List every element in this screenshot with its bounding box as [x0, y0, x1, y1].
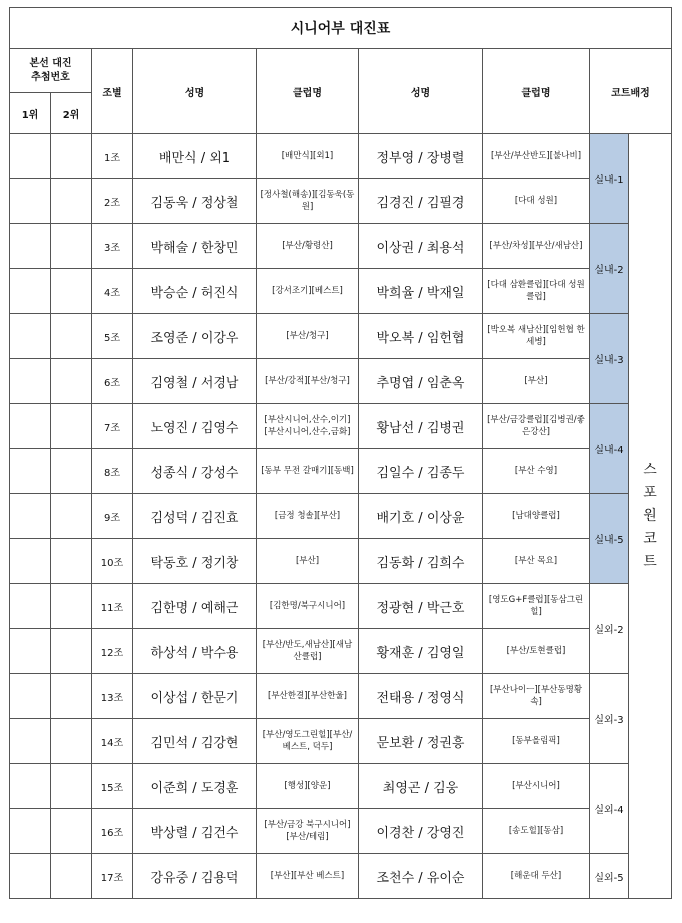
rank-1-cell	[10, 539, 51, 584]
table-row	[10, 449, 672, 494]
group-label: 14조	[92, 719, 133, 764]
player-pair-1: 조영준 / 이강우	[133, 314, 257, 359]
club-name-1: [부산][부산 베스트]	[257, 854, 359, 899]
bracket-table	[9, 7, 672, 899]
player-pair-1: 탁동호 / 정기창	[133, 539, 257, 584]
rank-1-cell	[10, 629, 51, 674]
venue-char: 스	[643, 461, 657, 478]
rank-1-cell	[10, 719, 51, 764]
rank-2-cell	[51, 764, 92, 809]
player-pair-2: 황재훈 / 김영일	[359, 629, 483, 674]
rank-2-cell	[51, 854, 92, 899]
rank-1-cell	[10, 809, 51, 854]
page-title: 시니어부 대진표	[10, 8, 672, 49]
rank-2-cell	[51, 674, 92, 719]
club-name-1: [부산]	[257, 539, 359, 584]
rank-1-cell	[10, 224, 51, 269]
court-assignment: 실내-1	[590, 134, 629, 224]
player-pair-1: 강유중 / 김용덕	[133, 854, 257, 899]
rank-1-cell	[10, 314, 51, 359]
court-assignment: 실외-2	[590, 584, 629, 674]
rank-1-cell	[10, 404, 51, 449]
player-pair-2: 정부영 / 장병렬	[359, 134, 483, 179]
venue-char: 원	[643, 507, 657, 524]
club-name-2: [부산/금강클럽][김병권/좋은강산]	[483, 404, 590, 449]
header-name-1: 성명	[133, 49, 257, 134]
club-name-2: [다대 성원]	[483, 179, 590, 224]
group-label: 12조	[92, 629, 133, 674]
player-pair-2: 배기호 / 이상윤	[359, 494, 483, 539]
rank-2-cell	[51, 584, 92, 629]
club-name-2: [부산 목요]	[483, 539, 590, 584]
club-name-1: [정사철(해송)][김동욱(동원]	[257, 179, 359, 224]
court-assignment: 실외-4	[590, 764, 629, 854]
table-row	[10, 629, 672, 674]
club-name-1: [배만식][외1]	[257, 134, 359, 179]
player-pair-1: 성종식 / 강성수	[133, 449, 257, 494]
club-name-1: [부산한결][부산한울]	[257, 674, 359, 719]
group-label: 1조	[92, 134, 133, 179]
player-pair-1: 김민석 / 김강현	[133, 719, 257, 764]
club-name-1: [부산/황령산]	[257, 224, 359, 269]
rank-2-cell	[51, 179, 92, 224]
group-label: 15조	[92, 764, 133, 809]
venue-char: 코	[643, 530, 657, 547]
club-name-1: [강서조기][베스트]	[257, 269, 359, 314]
player-pair-2: 정광현 / 박근호	[359, 584, 483, 629]
rank-2-cell	[51, 359, 92, 404]
venue-label	[629, 134, 672, 899]
rank-2-cell	[51, 404, 92, 449]
rank-2-cell	[51, 269, 92, 314]
group-label: 5조	[92, 314, 133, 359]
player-pair-1: 김영철 / 서경남	[133, 359, 257, 404]
club-name-1: [부산시니어,산수,이기][부산시니어,산수,금화]	[257, 404, 359, 449]
player-pair-1: 박승순 / 허진식	[133, 269, 257, 314]
player-pair-2: 최영곤 / 김웅	[359, 764, 483, 809]
player-pair-1: 김성덕 / 김진효	[133, 494, 257, 539]
player-pair-1: 배만식 / 외1	[133, 134, 257, 179]
header-draw-number: 본선 대진 추첨번호	[10, 49, 92, 93]
club-name-2: [남대양클럽]	[483, 494, 590, 539]
club-name-2: [부산나이ㅡ][부산동명황속]	[483, 674, 590, 719]
rank-1-cell	[10, 449, 51, 494]
table-row	[10, 314, 672, 359]
venue-char: 포	[643, 484, 657, 501]
group-label: 10조	[92, 539, 133, 584]
player-pair-1: 박해술 / 한창민	[133, 224, 257, 269]
player-pair-2: 김경진 / 김필경	[359, 179, 483, 224]
header-club-1: 클럽명	[257, 49, 359, 134]
table-row	[10, 584, 672, 629]
table-row	[10, 539, 672, 584]
court-assignment: 실내-2	[590, 224, 629, 314]
header-group: 조별	[92, 49, 133, 134]
club-name-1: [행성][양운]	[257, 764, 359, 809]
rank-2-cell	[51, 719, 92, 764]
player-pair-2: 박오복 / 임헌협	[359, 314, 483, 359]
club-name-1: [부산/반도,새남산][새남산클럽]	[257, 629, 359, 674]
group-label: 7조	[92, 404, 133, 449]
court-assignment: 실내-5	[590, 494, 629, 584]
club-name-1: [부산/영도그린힐][부산/베스트, 덕두]	[257, 719, 359, 764]
player-pair-2: 전태용 / 정영식	[359, 674, 483, 719]
rank-1-cell	[10, 179, 51, 224]
club-name-2: [부산/토현클럽]	[483, 629, 590, 674]
header-name-2: 성명	[359, 49, 483, 134]
rank-2-cell	[51, 314, 92, 359]
rank-1-cell	[10, 494, 51, 539]
group-label: 4조	[92, 269, 133, 314]
rank-1-cell	[10, 764, 51, 809]
player-pair-2: 이경찬 / 강영진	[359, 809, 483, 854]
group-label: 16조	[92, 809, 133, 854]
group-label: 9조	[92, 494, 133, 539]
table-row	[10, 674, 672, 719]
player-pair-1: 노영진 / 김영수	[133, 404, 257, 449]
table-row	[10, 134, 672, 179]
rank-1-cell	[10, 674, 51, 719]
rank-2-cell	[51, 224, 92, 269]
header-club-2: 클럽명	[483, 49, 590, 134]
rank-2-cell	[51, 494, 92, 539]
club-name-2: [동부올림픽]	[483, 719, 590, 764]
club-name-1: [동부 무전 갈매기][동백]	[257, 449, 359, 494]
player-pair-1: 하상석 / 박수용	[133, 629, 257, 674]
table-row	[10, 764, 672, 809]
table-row	[10, 854, 672, 899]
player-pair-2: 문보환 / 정권흥	[359, 719, 483, 764]
player-pair-1: 박상렬 / 김건수	[133, 809, 257, 854]
club-name-2: [부산]	[483, 359, 590, 404]
venue-char: 트	[643, 553, 657, 570]
club-name-1: [부산/청구]	[257, 314, 359, 359]
table-row	[10, 359, 672, 404]
player-pair-2: 박희율 / 박재일	[359, 269, 483, 314]
club-name-2: [부산 수영]	[483, 449, 590, 494]
group-label: 13조	[92, 674, 133, 719]
player-pair-2: 황남선 / 김병권	[359, 404, 483, 449]
court-assignment: 실내-4	[590, 404, 629, 494]
rank-1-cell	[10, 359, 51, 404]
player-pair-2: 이상권 / 최용석	[359, 224, 483, 269]
table-row	[10, 494, 672, 539]
club-name-2: [부산시니어]	[483, 764, 590, 809]
rank-1-cell	[10, 134, 51, 179]
rank-2-cell	[51, 134, 92, 179]
group-label: 6조	[92, 359, 133, 404]
club-name-2: [박오복 새남산][임헌협 한세병]	[483, 314, 590, 359]
player-pair-1: 김동욱 / 정상철	[133, 179, 257, 224]
player-pair-2: 김일수 / 김종두	[359, 449, 483, 494]
rank-2-cell	[51, 629, 92, 674]
rank-2-cell	[51, 539, 92, 584]
rank-1-cell	[10, 584, 51, 629]
club-name-1: [금정 청솔][부산]	[257, 494, 359, 539]
group-label: 2조	[92, 179, 133, 224]
table-row	[10, 404, 672, 449]
table-row	[10, 719, 672, 764]
rank-1-cell	[10, 854, 51, 899]
player-pair-1: 이상섭 / 한문기	[133, 674, 257, 719]
club-name-2: [해운대 두산]	[483, 854, 590, 899]
player-pair-2: 추명엽 / 임춘옥	[359, 359, 483, 404]
court-assignment: 실외-5	[590, 854, 629, 899]
club-name-2: [부산/차성][부산/새남산]	[483, 224, 590, 269]
rank-2-cell	[51, 449, 92, 494]
player-pair-2: 조천수 / 유이순	[359, 854, 483, 899]
player-pair-1: 김한명 / 예해근	[133, 584, 257, 629]
header-rank-2: 2위	[51, 93, 92, 134]
court-assignment: 실외-3	[590, 674, 629, 764]
club-name-1: [김한명/북구시니어]	[257, 584, 359, 629]
table-row	[10, 269, 672, 314]
group-label: 11조	[92, 584, 133, 629]
player-pair-2: 김동화 / 김희수	[359, 539, 483, 584]
table-row	[10, 809, 672, 854]
club-name-1: [부산/금강 북구시니어][부산/테림]	[257, 809, 359, 854]
header-court: 코트배정	[590, 49, 672, 134]
club-name-1: [부산/강적][부산/청구]	[257, 359, 359, 404]
club-name-2: [송도힐][동삼]	[483, 809, 590, 854]
header-rank-1: 1위	[10, 93, 51, 134]
player-pair-1: 이준희 / 도경훈	[133, 764, 257, 809]
group-label: 8조	[92, 449, 133, 494]
table-row	[10, 224, 672, 269]
rank-2-cell	[51, 809, 92, 854]
club-name-2: [영도G+F클럽][동삼그린힐]	[483, 584, 590, 629]
table-row	[10, 179, 672, 224]
court-assignment: 실내-3	[590, 314, 629, 404]
rank-1-cell	[10, 269, 51, 314]
group-label: 17조	[92, 854, 133, 899]
group-label: 3조	[92, 224, 133, 269]
club-name-2: [다대 삼환클럽][다대 성원클럽]	[483, 269, 590, 314]
club-name-2: [부산/부산반도][불나비]	[483, 134, 590, 179]
